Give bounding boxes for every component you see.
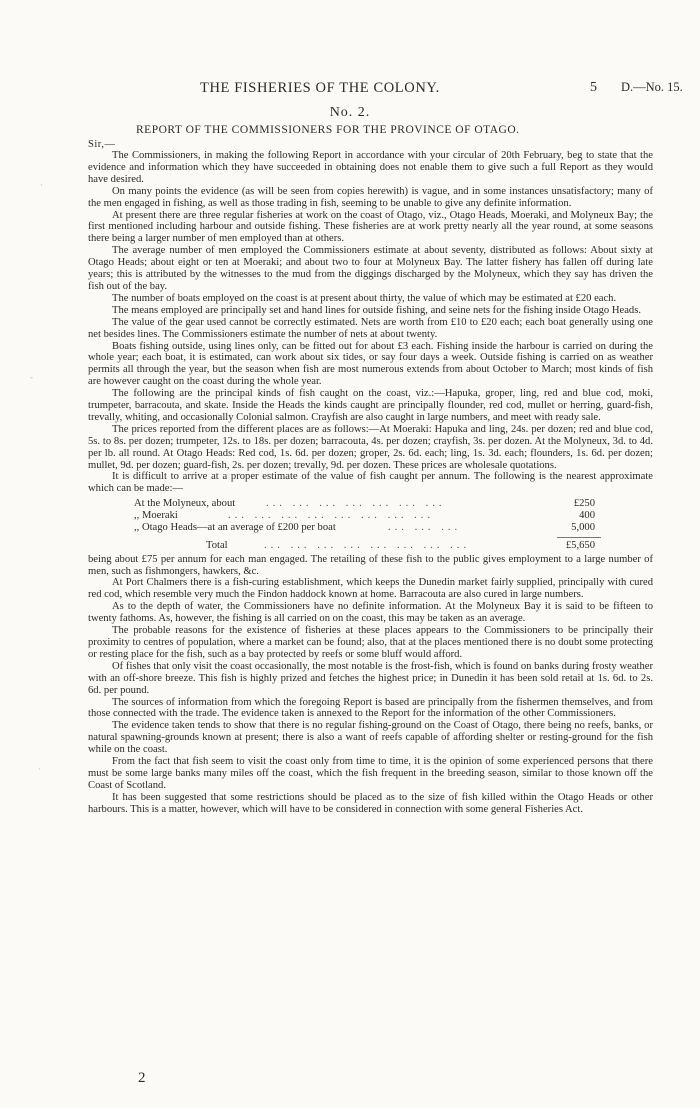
salutation: Sir,— [88,139,116,150]
paragraph: The Commissioners, in making the following Report in accordance with your circular of 20th February, beg to state that the evidence and information which they have succeeded in obtaining does not enable them to give such a full Report as they would have desired. [88,150,653,185]
paragraph: The probable reasons for the existence of fisheries at these places appears to the Commissioners to be principally their proximity to centres of population, where a market can be found; also, that at the places mentioned there is no doubt some protecting or resting place for the fish, such as a bay protected by reefs or some bluff would afford. [88,625,653,660]
report-body-continued [88,554,653,816]
paragraph: Boats fishing outside, using lines only, can be fitted out for about £3 each. Fishing inside the harbour is carried on during the whole year; each boat, it is estimated, can work about six tides, or say four days a week. Outside fishing is carried on as weather permits all through the year, but the season when fish are most numerous extends from about October to March; most kinds of fish are however caught on the coast during the whole year. [88,340,653,388]
running-header-title: THE FISHERIES OF THE COLONY. [200,80,440,96]
margin-speck: · [40,180,43,190]
paragraph: The evidence taken tends to show that there is no regular fishing-ground on the Coast of Otago, there being no reefs, banks, or natural spawning-grounds known at present; there is also a want of reefs capable of affording shelter or resting-ground for the fish while on the coast. [88,720,653,756]
document-number: No. 2. [329,105,371,120]
paragraph: The means employed are principally set and hand lines for outside fishing, and seine nets for the fishing inside Otago Heads. [112,304,641,316]
row-label: At the Molyneux, about [134,498,236,510]
total-label: Total [206,539,228,551]
paragraph: The following are the principal kinds of fish caught on the coast, viz.:—Hapuka, groper, ling, red and blue cod, moki, trumpeter, barracouta, and skate. Inside the Heads the kinds caught are principally flounder, red cod, mullet or herring, guard-fish, trevally, whiting, and occasionally Colonial salmon. Crayfish are also caught in large numbers, and meet with ready sale. [88,388,653,423]
paragraph: The sources of information from which the foregoing Report is based are principally from the fishermen themselves, and from those connected with the trade. The evidence taken is annexed to the Report for the information of the other Commissioners. [88,696,653,720]
paragraph: The average number of men employed the Commissioners estimate at about seventy, distributed as follows: About sixty at Otago Heads; about eight or ten at Moeraki; and about two to four at Molyneux Bay. The latter fishery has fallen off during late years; this is attributed by the witnesses to the mud from the diggings discharged by the Molyneux, which they say has driven the fish out of the bay. [88,245,653,292]
paragraph: The prices reported from the different places are as follows:—At Moeraki: Hapuka and ling, 24s. per dozen; red and blue cod, 5s. to 8s. per dozen; trumpeter, 12s. to 18s. per dozen; barracouta, 4s. per dozen; crayfish, 3s. per dozen. At the Molyneux, 3d. to 4d. per lb. all round. At Otago Heads: Red cod, 1s. 6d. per dozen; groper, 2s. 6d. each; ling, 1s. 3d. each; flounders, 1s. 6d. per dozen; mullet, 9d. per dozen; guard-fish, 2s. per dozen; trevally, 9d. per dozen. These prices are wholesale quotations. [88,423,653,471]
paragraph: being about £75 per annum for each man engaged. The retailing of these fish to the public gives employment to a large number of men, such as fishmongers, hawkers, &c. [88,553,653,577]
row-label: ,, Moeraki [134,510,178,522]
row-value: 5,000 [571,522,595,534]
margin-speck: - [30,372,33,382]
page-number: 5 [590,80,597,95]
document-reference: D.—No. 15. [621,80,683,94]
paragraph: At present there are three regular fisheries at work on the coast of Otago, viz., Otago Heads, Moeraki, and Molyneux Bay; the first mentioned including harbour and outside fishing. These fisheries are at work pretty nearly all the year round, at some seasons there being a larger number of men employed than at others. [88,209,653,245]
paragraph: From the fact that fish seem to visit the coast only from time to time, it is the opinion of some experienced persons that there must be some large banks many miles off the coast, which the fish frequent in the breeding season, similar to those known off the Coast of Scotland. [88,756,653,791]
table-row [88,510,653,522]
row-leader-dots: ... ... ... ... ... ... ... ... [264,539,471,551]
fish-value-estimate-table [88,498,653,551]
paragraph: The number of boats employed on the coast is at present about thirty, the value of which may be estimated at £20 each. [112,292,617,304]
row-leader-dots: ... ... ... ... ... ... ... [266,498,446,510]
paragraph: It is difficult to arrive at a proper estimate of the value of fish caught per annum. The following is the nearest approximate which can be made:— [88,471,653,495]
row-label: ,, Otago Heads—at an average of £200 per boat [134,522,336,534]
report-body [88,150,653,816]
total-value: £5,650 [565,539,595,551]
table-total-row [88,540,653,552]
paragraph: On many points the evidence (as will be seen from copies herewith) is vague, and in some instances unsatisfactory; many of the men engaged in fishing, as well as those trading in fish, seeming to be unable to give any definite information. [88,185,653,209]
paragraph: It has been suggested that some restrictions should be placed as to the size of fish killed within the Otago Heads or other harbours. This is a matter, however, which will have to be considered in connection with some general Fisheries Act. [88,791,653,815]
table-row [88,498,653,510]
report-title: REPORT OF THE COMMISSIONERS FOR THE PROVINCE OF OTAGO. [136,124,520,136]
margin-speck: · [38,764,41,774]
table-row [88,522,653,534]
row-value: £250 [573,498,595,510]
paragraph: Of fishes that only visit the coast occasionally, the most notable is the frost-fish, which is found on banks during frosty weather with an off-shore breeze. This fish is highly prized and fetches the highest price; in Dunedin it has been sold retail at 1s. 6d. to 2s. 6d. per pound. [88,660,653,696]
signature-mark: 2 [138,1070,146,1086]
row-leader-dots: ... ... ... [388,522,462,534]
row-leader-dots: ... ... ... ... ... ... ... ... [228,510,435,522]
paragraph: The value of the gear used cannot be correctly estimated. Nets are worth from £10 to £20 each; each boat generally using one net besides lines. The Commissioners estimate the number of nets at about twenty. [88,316,653,340]
paragraph: As to the depth of water, the Commissioners have no definite information. At the Molyneux Bay it is said to be fifteen to twenty fathoms. As, however, the fishing is all carried on on the coast, this may be taken as an average. [88,601,653,625]
paragraph: At Port Chalmers there is a fish-curing establishment, which keeps the Dunedin market fairly supplied, principally with cured red cod, which resemble very much the Findon haddock known at home. Barracouta are also cured in large numbers. [88,577,653,601]
row-value: 400 [579,510,595,522]
total-rule [557,537,601,538]
